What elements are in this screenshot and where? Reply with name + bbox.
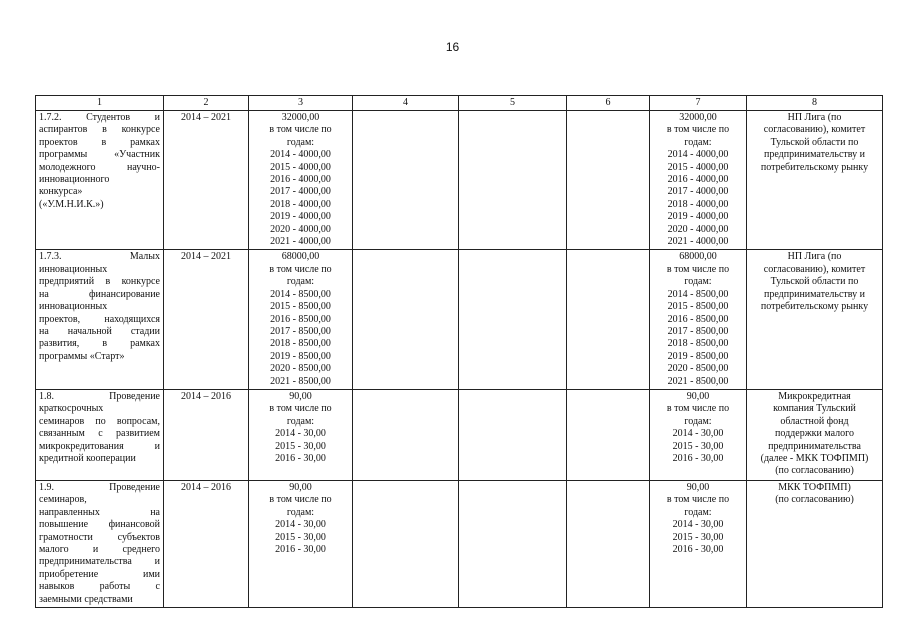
table-row — [36, 389, 883, 480]
amount-line: в том числе по — [269, 494, 332, 506]
executor-line: согласованию), комитет — [763, 263, 866, 275]
column-header: 2 — [164, 96, 249, 111]
executor-line: Тульской области по — [770, 276, 859, 288]
empty-cell — [567, 389, 650, 480]
executor-line: потребительскому рынку — [760, 161, 869, 173]
column-header: 5 — [459, 96, 567, 111]
activity-name-line: направленных на — [39, 506, 160, 518]
executor-line: Тульской области по — [770, 136, 859, 148]
amount-line: 2021 - 8500,00 — [270, 375, 331, 387]
column-header: 3 — [249, 96, 353, 111]
amount-line: 2021 - 8500,00 — [667, 375, 729, 387]
empty-cell — [459, 250, 567, 389]
amount-line: 2017 - 4000,00 — [667, 186, 729, 198]
column-header: 7 — [650, 96, 747, 111]
period-cell: 2014 – 2021 — [164, 250, 249, 389]
amount-line: годам: — [286, 506, 315, 518]
amount-line: 2014 - 30,00 — [275, 519, 326, 531]
amount-line: 68000,00 — [281, 251, 320, 263]
amount-line: 2018 - 4000,00 — [270, 198, 331, 210]
amount-line: годам: — [684, 276, 712, 288]
period-cell: 2014 – 2016 — [164, 389, 249, 480]
executor-line: потребительскому рынку — [760, 301, 869, 313]
amount-line: 2015 - 8500,00 — [667, 301, 729, 313]
activity-name-line: предприятий в конкурсе — [39, 276, 160, 288]
amount-line: в том числе по — [666, 494, 730, 506]
period-cell: 2014 – 2021 — [164, 111, 249, 250]
activity-name-line: конкурса» — [39, 186, 83, 198]
amount-line: 2015 - 30,00 — [275, 440, 326, 452]
activity-name-line: 1.9. Проведение — [39, 481, 160, 493]
amount-line: 2019 - 4000,00 — [270, 211, 331, 223]
column-header: 1 — [36, 96, 164, 111]
amount-line: 2015 - 30,00 — [672, 440, 724, 452]
activity-name-line: инновационных — [39, 263, 108, 275]
page-number: 16 — [445, 40, 460, 54]
table-row — [36, 480, 883, 607]
executor-line: поддержки малого — [775, 428, 854, 440]
executor-cell — [747, 250, 883, 389]
activity-name-cell — [36, 389, 164, 480]
amount-line: 2014 - 30,00 — [672, 428, 724, 440]
executor-line: областной фонд — [780, 415, 849, 427]
activity-name-line: семинаров, — [39, 494, 87, 506]
amount-line: годам: — [684, 415, 712, 427]
amount-line: 2017 - 8500,00 — [667, 325, 729, 337]
executor-line: предпринимательству и — [764, 149, 865, 161]
amount-line: 2016 - 4000,00 — [667, 174, 729, 186]
amount-line: 90,00 — [686, 481, 710, 493]
activity-name-line: программы «Участник — [39, 149, 160, 161]
executor-cell — [747, 111, 883, 250]
amount-line: 2014 - 4000,00 — [270, 149, 331, 161]
activity-name-line: программы «Старт» — [39, 350, 125, 362]
executor-cell — [747, 480, 883, 607]
amount-line: 2014 - 30,00 — [275, 428, 326, 440]
activity-name-line: инновационного — [39, 174, 110, 186]
amount-line: 2016 - 4000,00 — [270, 174, 331, 186]
column-header: 4 — [353, 96, 459, 111]
amount-line: 2021 - 4000,00 — [667, 236, 729, 248]
empty-cell — [353, 389, 459, 480]
amount-line: 32000,00 — [679, 112, 717, 123]
activity-name-line: развития, в рамках — [39, 338, 160, 350]
amount-line: 2017 - 8500,00 — [270, 325, 331, 337]
executor-line: НП Лига (по — [787, 112, 842, 123]
activity-name-line: 1.7.2. Студентов и — [39, 112, 160, 123]
executor-line: НП Лига (по — [787, 251, 842, 263]
activity-name-cell — [36, 111, 164, 250]
activity-name-line: предпринимательства и — [39, 556, 160, 568]
amount-line: годам: — [286, 415, 315, 427]
amount-line: 68000,00 — [679, 251, 717, 263]
empty-cell — [353, 111, 459, 250]
activity-name-line: проектов, находящихся — [39, 313, 160, 325]
header-row — [36, 96, 883, 111]
amount-line: 2021 - 4000,00 — [270, 236, 331, 248]
activity-name-line: на финансирование — [39, 288, 160, 300]
empty-cell — [353, 250, 459, 389]
empty-cell — [567, 111, 650, 250]
amount-line: 2018 - 4000,00 — [667, 198, 729, 210]
amount-line: годам: — [684, 506, 712, 518]
activity-name-line: повышение финансовой — [39, 519, 160, 531]
amount-line: 2016 - 8500,00 — [667, 313, 729, 325]
amount-line: 2018 - 8500,00 — [667, 338, 729, 350]
budget-amount-cell — [650, 250, 747, 389]
activity-name-line: грамотности субъектов — [39, 531, 160, 543]
budget-amount-cell — [650, 480, 747, 607]
amount-line: годам: — [286, 276, 315, 288]
activity-name-line: 1.8. Проведение — [39, 390, 160, 402]
activity-name-line: связанным с развитием — [39, 428, 160, 440]
amount-line: 2019 - 8500,00 — [270, 350, 331, 362]
amount-line: в том числе по — [666, 124, 730, 136]
amount-line: 2014 - 4000,00 — [667, 149, 729, 161]
budget-amount-cell — [650, 389, 747, 480]
empty-cell — [567, 250, 650, 389]
empty-cell — [567, 480, 650, 607]
executor-line: (по согласованию) — [775, 494, 854, 506]
column-header: 8 — [747, 96, 883, 111]
activity-name-line: проектов в рамках — [39, 136, 160, 148]
activity-name-cell — [36, 250, 164, 389]
amount-line: 2019 - 4000,00 — [667, 211, 729, 223]
activity-name-line: («У.М.Н.И.К.») — [39, 198, 104, 210]
executor-cell — [747, 389, 883, 480]
executor-line: Микрокредитная — [778, 390, 851, 402]
activity-name-line: малого и среднего — [39, 543, 160, 555]
total-amount-cell — [249, 480, 353, 607]
amount-line: 2014 - 8500,00 — [667, 288, 729, 300]
executor-line: МКК ТОФПМП) — [778, 481, 851, 493]
amount-line: 2016 - 8500,00 — [270, 313, 331, 325]
amount-line: 90,00 — [289, 481, 312, 493]
period-cell: 2014 – 2016 — [164, 480, 249, 607]
empty-cell — [459, 389, 567, 480]
amount-line: 90,00 — [289, 390, 312, 402]
amount-line: 2014 - 8500,00 — [270, 288, 331, 300]
empty-cell — [459, 111, 567, 250]
total-amount-cell — [249, 111, 353, 250]
activity-name-line: навыков работы с — [39, 581, 160, 593]
amount-line: в том числе по — [666, 263, 730, 275]
amount-line: 2020 - 8500,00 — [667, 363, 729, 375]
activity-name-line: молодежного научно- — [39, 161, 160, 173]
activity-name-line: на начальной стадии — [39, 325, 160, 337]
activity-name-line: краткосрочных — [39, 403, 104, 415]
amount-line: 2015 - 30,00 — [672, 531, 724, 543]
amount-line: в том числе по — [666, 403, 730, 415]
amount-line: годам: — [286, 136, 315, 148]
amount-line: 2020 - 4000,00 — [667, 223, 729, 235]
amount-line: 2020 - 4000,00 — [270, 223, 331, 235]
table-row — [36, 250, 883, 389]
executor-line: согласованию), комитет — [763, 124, 866, 136]
amount-line: 2015 - 4000,00 — [667, 161, 729, 173]
activity-name-line: инновационных — [39, 301, 108, 313]
executor-line: компания Тульский — [773, 403, 856, 415]
amount-line: 2016 - 30,00 — [275, 452, 326, 464]
amount-line: 2014 - 30,00 — [672, 519, 724, 531]
total-amount-cell — [249, 389, 353, 480]
activity-name-line: заемными средствами — [39, 593, 133, 605]
amount-line: годам: — [684, 136, 712, 148]
amount-line: 2019 - 8500,00 — [667, 350, 729, 362]
budget-amount-cell — [650, 111, 747, 250]
activity-name-line: приобретение ими — [39, 568, 160, 580]
amount-line: 2020 - 8500,00 — [270, 363, 331, 375]
amount-line: 2017 - 4000,00 — [270, 186, 331, 198]
executor-line: (по согласованию) — [775, 465, 854, 477]
amount-line: 2016 - 30,00 — [275, 543, 326, 555]
table-row — [36, 111, 883, 250]
column-header: 6 — [567, 96, 650, 111]
executor-line: предпринимательства — [768, 440, 861, 452]
amount-line: в том числе по — [269, 124, 332, 136]
empty-cell — [353, 480, 459, 607]
activity-name-line: семинаров по вопросам, — [39, 415, 160, 427]
amount-line: 2016 - 30,00 — [672, 543, 724, 555]
activity-name-line: кредитной кооперации — [39, 452, 136, 464]
amount-line: в том числе по — [269, 263, 332, 275]
activity-name-cell — [36, 480, 164, 607]
amount-line: 2015 - 4000,00 — [270, 161, 331, 173]
amount-line: 2018 - 8500,00 — [270, 338, 331, 350]
amount-line: 90,00 — [686, 390, 710, 402]
program-table — [35, 95, 883, 608]
activity-name-line: 1.7.3. Малых — [39, 251, 160, 263]
amount-line: 2015 - 8500,00 — [270, 301, 331, 313]
amount-line: в том числе по — [269, 403, 332, 415]
total-amount-cell — [249, 250, 353, 389]
amount-line: 2015 - 30,00 — [275, 531, 326, 543]
amount-line: 2016 - 30,00 — [672, 452, 724, 464]
executor-line: (далее - МКК ТОФПМП) — [760, 452, 869, 464]
activity-name-line: аспирантов в конкурсе — [39, 124, 160, 136]
amount-line: 32000,00 — [281, 112, 320, 123]
activity-name-line: микрокредитования и — [39, 440, 160, 452]
executor-line: предпринимательству и — [764, 288, 865, 300]
empty-cell — [459, 480, 567, 607]
